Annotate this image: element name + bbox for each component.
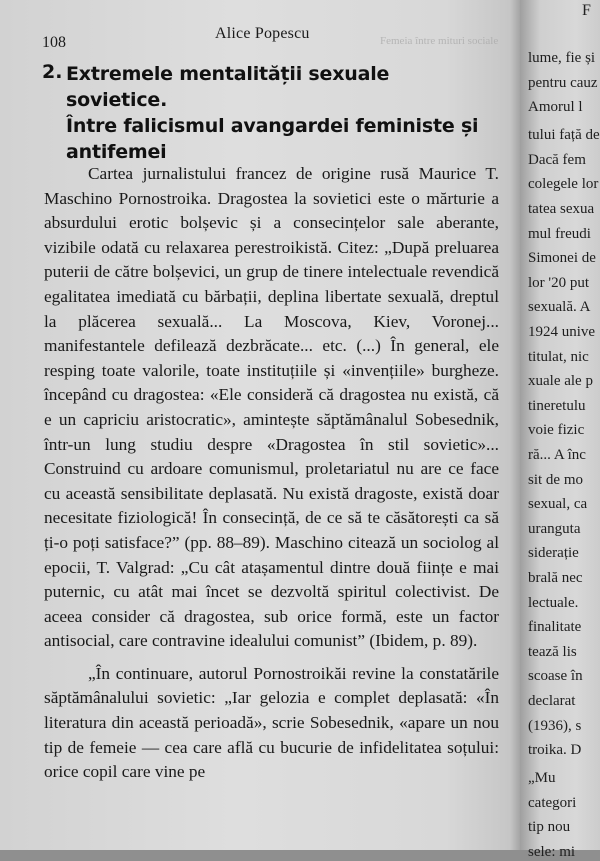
right-page-line: declarat bbox=[528, 693, 576, 709]
right-page-line: tului față de bbox=[528, 127, 600, 144]
page-number: 108 bbox=[42, 34, 66, 51]
right-page-line: troika. D bbox=[528, 742, 582, 759]
right-page-line: tip nou bbox=[528, 819, 571, 836]
chapter-title-line: Între falicismul avangardei feministe și bbox=[66, 115, 479, 137]
right-page-line: tează lis bbox=[528, 643, 577, 660]
chapter-title-line: Extremele mentalității sexuale sovietice. bbox=[66, 63, 390, 111]
right-page-line: sit de mo bbox=[528, 471, 583, 488]
right-page-line: colegele lor bbox=[528, 176, 599, 193]
paragraph: „În continuare, autorul Pornostroikăi revine la constatările săptămânalului sovietic: „Iar gelozia e complet deplasată: «În literatura din această perioadă», scrie Sobesednik, «apare un nou tip de femeie — cea care află cu bucurie de infidelitatea soțului: orice copil care vine pe bbox=[44, 663, 499, 782]
right-page-line: tatea sexua bbox=[528, 201, 595, 217]
right-page-line: Dacă fem bbox=[528, 151, 586, 168]
show-through-text: Femeia între mituri sociale bbox=[380, 35, 499, 47]
paragraph: Cartea jurnalistului francez de origine rusă Maurice T. Maschino Pornostroika. Dragostea la sovietici este o mărturie a absurdului erotic bolșevic și a consecințelor sale aberante, vizibile odată cu relaxarea perestroikistă. Citez: „După preluarea puterii de către bolșevici, un grup de tinere intelectuale revendică egalitatea imediată cu bărbații, deplina libertate sexuală, dreptul la plăcerea sexuală... La Moscova, Kiev, Voronej... manifestantele defilează dezbrăcate... etc. (...) În general, ele resping toate valorile, toate instituțiile și «invențiile» burgheze. începând cu dragostea: «Ele consideră că dragostea nu există, că e un capriciu aristocratic», amintește săptămânalul Sobesednik, într-un lung studiu despre «Dragostea în stil sovietic»... Construind cu ardoare comunismul, proletariatul nu are ce face cu această sensibilitate deplasată. Nu există dragoste, există doar necesitate fiziologică! În consecință, de ce să te căsătorești ca să ți-o poți satisface?” (pp. 88–89). Maschino citează un sociolog al epocii, T. Valgrad: „Cu cât atașamentul dintre două ființe e mai puternic, cu atât mai încet se dezvoltă spiritul colectivist. De aceea consider că dragostea, sub orice formă, este un factor antisocial, care contravine idealului comunist” (Ibidem, p. 89). bbox=[44, 164, 499, 651]
right-page-line: Simonei de bbox=[528, 250, 596, 267]
right-page-line: sexual, ca bbox=[528, 496, 588, 513]
right-page-line: uranguta bbox=[528, 520, 581, 537]
right-page-line: ră... A înc bbox=[528, 447, 586, 463]
chapter-title-line: antifemei bbox=[66, 141, 167, 163]
right-page-line: pentru cauz bbox=[528, 74, 598, 91]
body-text bbox=[44, 162, 499, 785]
right-page-line: voie fizic bbox=[528, 422, 585, 439]
right-page-line: scoase în bbox=[528, 668, 583, 685]
right-page-line: tineretulu bbox=[528, 397, 586, 414]
right-running-head: F bbox=[582, 2, 591, 19]
right-page-line: sexuală. A bbox=[528, 299, 591, 316]
chapter-title bbox=[66, 61, 496, 165]
right-page-line: (1936), s bbox=[528, 717, 582, 734]
right-page-line: mul freudi bbox=[528, 225, 591, 242]
right-page-line: Amorul l bbox=[528, 99, 583, 116]
right-page bbox=[520, 0, 600, 860]
right-page-line: lume, fie și bbox=[528, 50, 596, 66]
right-page-line: titulat, nic bbox=[528, 348, 589, 365]
right-page-line: lectuale. bbox=[528, 594, 579, 611]
right-page-line: lor '20 put bbox=[528, 274, 590, 291]
running-head: Alice Popescu bbox=[215, 25, 310, 42]
right-page-line: siderație bbox=[528, 545, 579, 562]
chapter-number: 2. bbox=[42, 61, 63, 83]
right-page-line: 1924 unive bbox=[528, 324, 596, 340]
right-page-line: brală nec bbox=[528, 570, 583, 586]
right-page-line: finalitate bbox=[528, 619, 582, 636]
right-page-line: sele: mi bbox=[528, 844, 576, 860]
right-page-line: xuale ale p bbox=[528, 373, 593, 390]
right-page-line: „Mu bbox=[528, 770, 556, 787]
right-page-line: categori bbox=[528, 794, 577, 811]
